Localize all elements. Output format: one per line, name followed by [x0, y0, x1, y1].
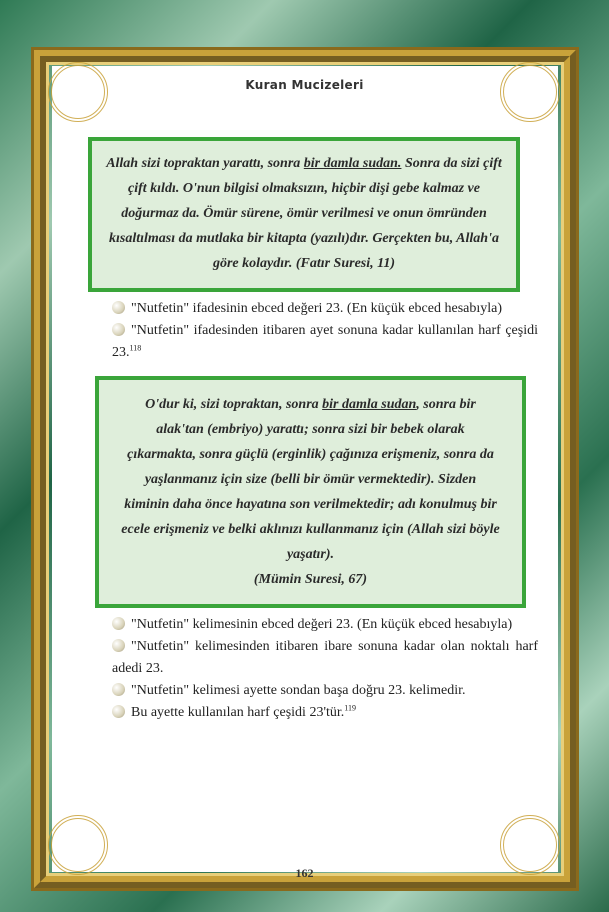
item-text: "Nutfetin" kelimesinden itibaren ibare sonuna kadar olan noktalı harf adedi 23. — [112, 639, 538, 676]
bullet-icon — [112, 639, 125, 652]
verse-source: (Mümin Suresi, 67) — [253, 572, 368, 587]
verse-box — [88, 137, 520, 292]
verse-text: Allah sizi topraktan yarattı, sonra — [106, 156, 304, 171]
list — [112, 614, 538, 724]
footnote-ref: 119 — [344, 703, 356, 713]
item-text: "Nutfetin" kelimesi ayette sondan başa doğru 23. kelimedir. — [131, 683, 466, 698]
corner-ornament — [48, 62, 108, 122]
verse-text: Sonra da sizi çift çift kıldı. O'nun bilgisi olmaksızın, hiçbir dişi gebe kalmaz ve doğurmaz da. Ömür sürene, ömür verilmesi ve onun ömründen kısaltılması da mutlaka bir kitapta (yazılı)dır. Gerçekten bu, Allah'a göre kolaydır. (Fatır Suresi, 11) — [109, 156, 502, 271]
page-number: 162 — [295, 866, 314, 880]
verse-text: , sonra bir alak'tan (embriyo) yarattı; sonra sizi bir bebek olarak çıkarmakta, sonra güçlü (erginlik) çağınıza erişmeniz, sonra da yaşlanmanız için size (belli bir ömür vermektedir). Sizden kiminin daha önce hayatına son verilmektedir; adı konulmuş bir ecele erişmeniz ve belki aklınızı kullanmanız için (Allah sizi böyle yaşatır). — [121, 397, 500, 562]
verse-box — [95, 376, 526, 608]
list-item — [112, 320, 538, 364]
item-text: "Nutfetin" ifadesinin ebced değeri 23. (En küçük ebced hesabıyla) — [131, 301, 503, 316]
item-text: Bu ayette kullanılan harf çeşidi 23'tür. — [131, 705, 345, 720]
list-item — [112, 680, 538, 702]
list-item — [112, 298, 538, 320]
list-item — [112, 636, 538, 680]
running-header: Kuran Mucizeleri — [245, 78, 364, 92]
verse-underlined: bir damla sudan. — [303, 156, 402, 171]
page-content — [88, 137, 538, 724]
footnote-ref: 118 — [129, 343, 142, 353]
verse-underlined: bir damla sudan — [322, 397, 417, 412]
bullet-icon — [112, 301, 125, 314]
bullet-icon — [112, 617, 125, 630]
item-text: "Nutfetin" ifadesinden itibaren ayet sonuna kadar kullanılan harf çeşidi 23. — [112, 323, 538, 360]
bullet-icon — [112, 705, 125, 718]
list — [112, 298, 538, 364]
bullet-icon — [112, 683, 125, 696]
list-item — [112, 702, 538, 724]
item-text: "Nutfetin" kelimesinin ebced değeri 23. (En küçük ebced hesabıyla) — [131, 617, 513, 632]
corner-ornament — [500, 62, 560, 122]
bullet-icon — [112, 323, 125, 336]
verse-text: O'dur ki, sizi topraktan, sonra — [145, 397, 323, 412]
list-item — [112, 614, 538, 636]
